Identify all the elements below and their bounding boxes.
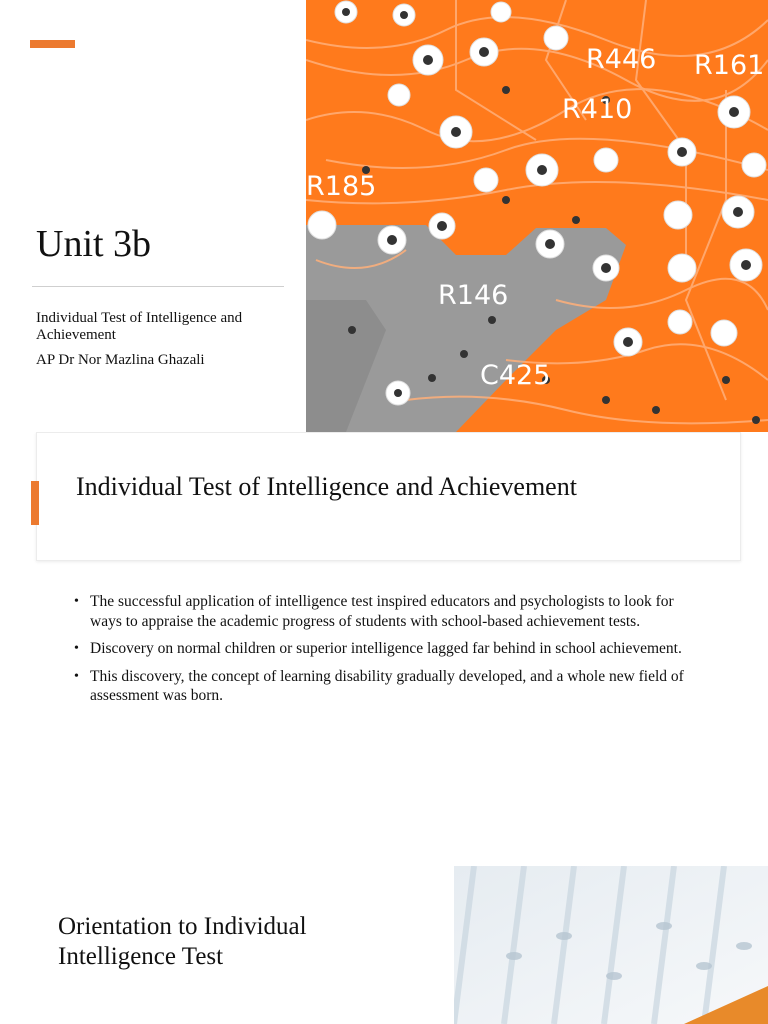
- content-slide: [0, 432, 768, 834]
- answer-sheet-image: [454, 866, 768, 1024]
- slide-subtitle: Individual Test of Intelligence and Achievement: [36, 310, 243, 343]
- bullet-text: The successful application of intelligence test inspired educators and psychologists to look for ways to appraise the academic progress of students with school-based achievement tests.: [90, 593, 674, 630]
- cropped-text-line: [74, 1017, 434, 1024]
- label-r185: R185: [306, 171, 377, 202]
- section-slide: [0, 834, 768, 1024]
- author-name: AP Dr Nor Mazlina Ghazali: [36, 352, 205, 368]
- accent-bar: [30, 40, 75, 48]
- slide-title: Orientation to Individual Intelligence Test: [58, 913, 307, 970]
- label-r146: R146: [438, 280, 509, 311]
- circuit-board-image: [306, 0, 768, 432]
- accent-bar: [31, 481, 39, 525]
- bullet-icon: •: [74, 594, 79, 609]
- title-slide: [0, 0, 768, 432]
- label-r410: R410: [562, 94, 633, 125]
- divider: [32, 286, 284, 287]
- bullet-item: [74, 639, 704, 659]
- slide-title: Unit 3b: [36, 223, 152, 265]
- label-c425: C425: [480, 360, 551, 391]
- bullet-list: [74, 592, 704, 714]
- bullet-text: This discovery, the concept of learning disability gradually developed, and a whole new field of assessment was born.: [90, 667, 684, 704]
- label-r446: R446: [586, 44, 657, 75]
- slide-title: Individual Test of Intelligence and Achievement: [76, 472, 577, 501]
- bullet-text: Discovery on normal children or superior intelligence lagged far behind in school achievement.: [90, 640, 682, 657]
- bullet-icon: •: [74, 668, 79, 684]
- bullet-icon: •: [74, 641, 79, 656]
- label-r161: R161: [694, 50, 765, 81]
- bullet-item: [74, 592, 704, 631]
- bullet-item: [74, 667, 704, 706]
